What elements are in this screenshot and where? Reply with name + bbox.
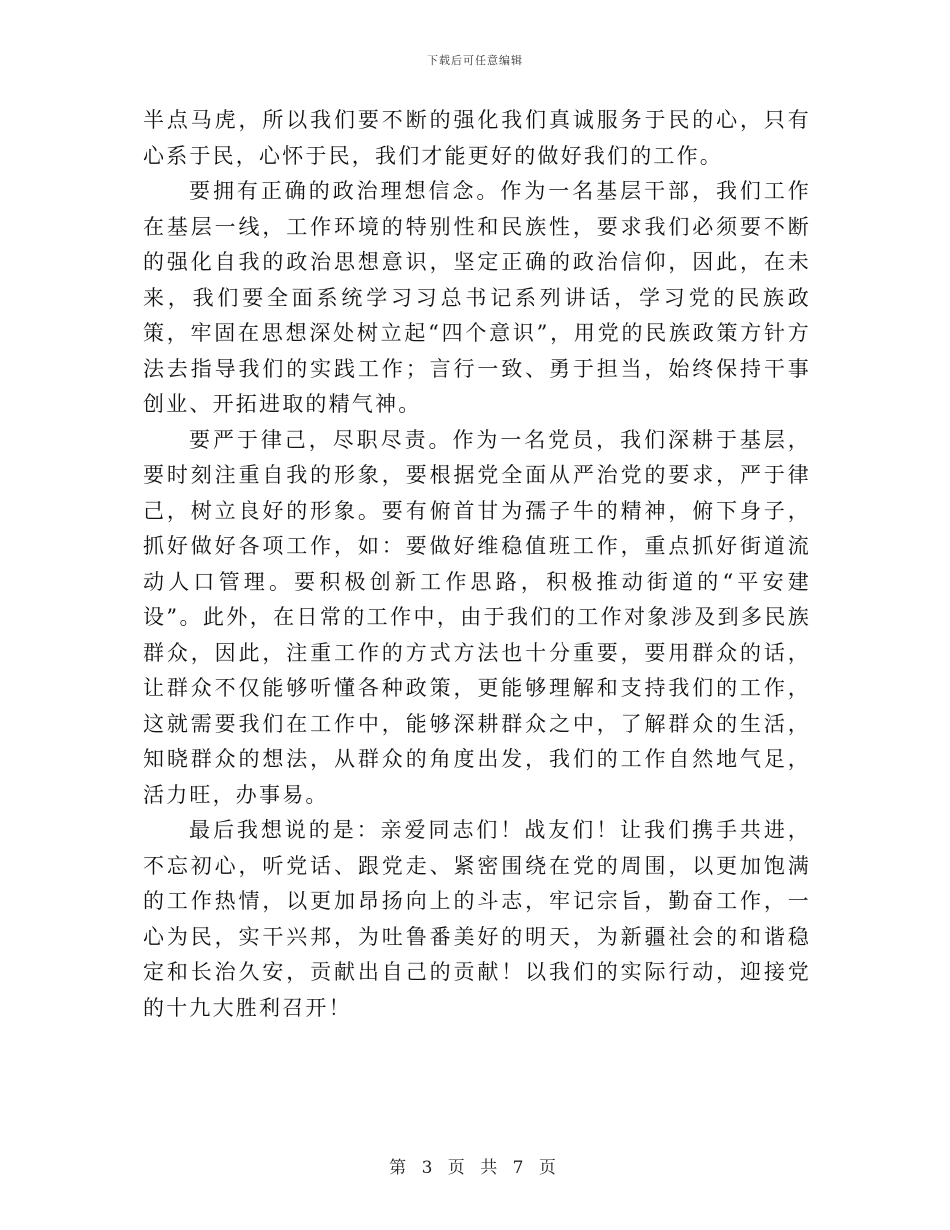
document-body	[143, 103, 811, 1026]
paragraph-continuation: 半点马虎，所以我们要不断的强化我们真诚服务于民的心，只有心系于民，心怀于民，我们才能更好的做好我们的工作。	[143, 108, 811, 168]
page-header-note: 下载后可任意编辑	[427, 54, 523, 67]
page-number: 第 3 页 共 7 页	[389, 1158, 561, 1178]
paragraph-self-discipline: 要严于律己，尽职尽责。作为一名党员，我们深耕于基层，要时刻注重自我的形象，要根据党全面从严治党的要求，严于律己，树立良好的形象。要有俯首甘为孺子牛的精神，俯下身子，抓好做好各项工作，如：要做好维稳值班工作，重点抓好街道流动人口管理。要积极创新工作思路，积极推动街道的“平安建设”。此外，在日常的工作中，由于我们的工作对象涉及到多民族群众，因此，注重工作的方式方法也十分重要，要用群众的话，让群众不仅能够听懂各种政策，更能够理解和支持我们的工作，这就需要我们在工作中，能够深耕群众之中，了解群众的生活，知晓群众的想法，从群众的角度出发，我们的工作自然地气足，活力旺，办事易。	[143, 427, 811, 807]
paragraph-political-belief: 要拥有正确的政治理想信念。作为一名基层干部，我们工作在基层一线，工作环境的特别性和民族性，要求我们必须要不断的强化自我的政治思想意识，坚定正确的政治信仰，因此，在未来，我们要全面系统学习习总书记系列讲话，学习党的民族政策，牢固在思想深处树立起“四个意识”，用党的民族政策方针方法去指导我们的实践工作；言行一致、勇于担当，始终保持干事创业、开拓进取的精气神。	[143, 179, 811, 416]
paragraph-closing: 最后我想说的是：亲爱同志们！战友们！让我们携手共进，不忘初心，听党话、跟党走、紧密围绕在党的周围，以更加饱满的工作热情，以更加昂扬向上的斗志，牢记宗旨，勤奋工作，一心为民，实干兴邦，为吐鲁番美好的明天，为新疆社会的和谐稳定和长治久安，贡献出自己的贡献！以我们的实际行动，迎接党的十九大胜利召开！	[143, 818, 811, 1020]
